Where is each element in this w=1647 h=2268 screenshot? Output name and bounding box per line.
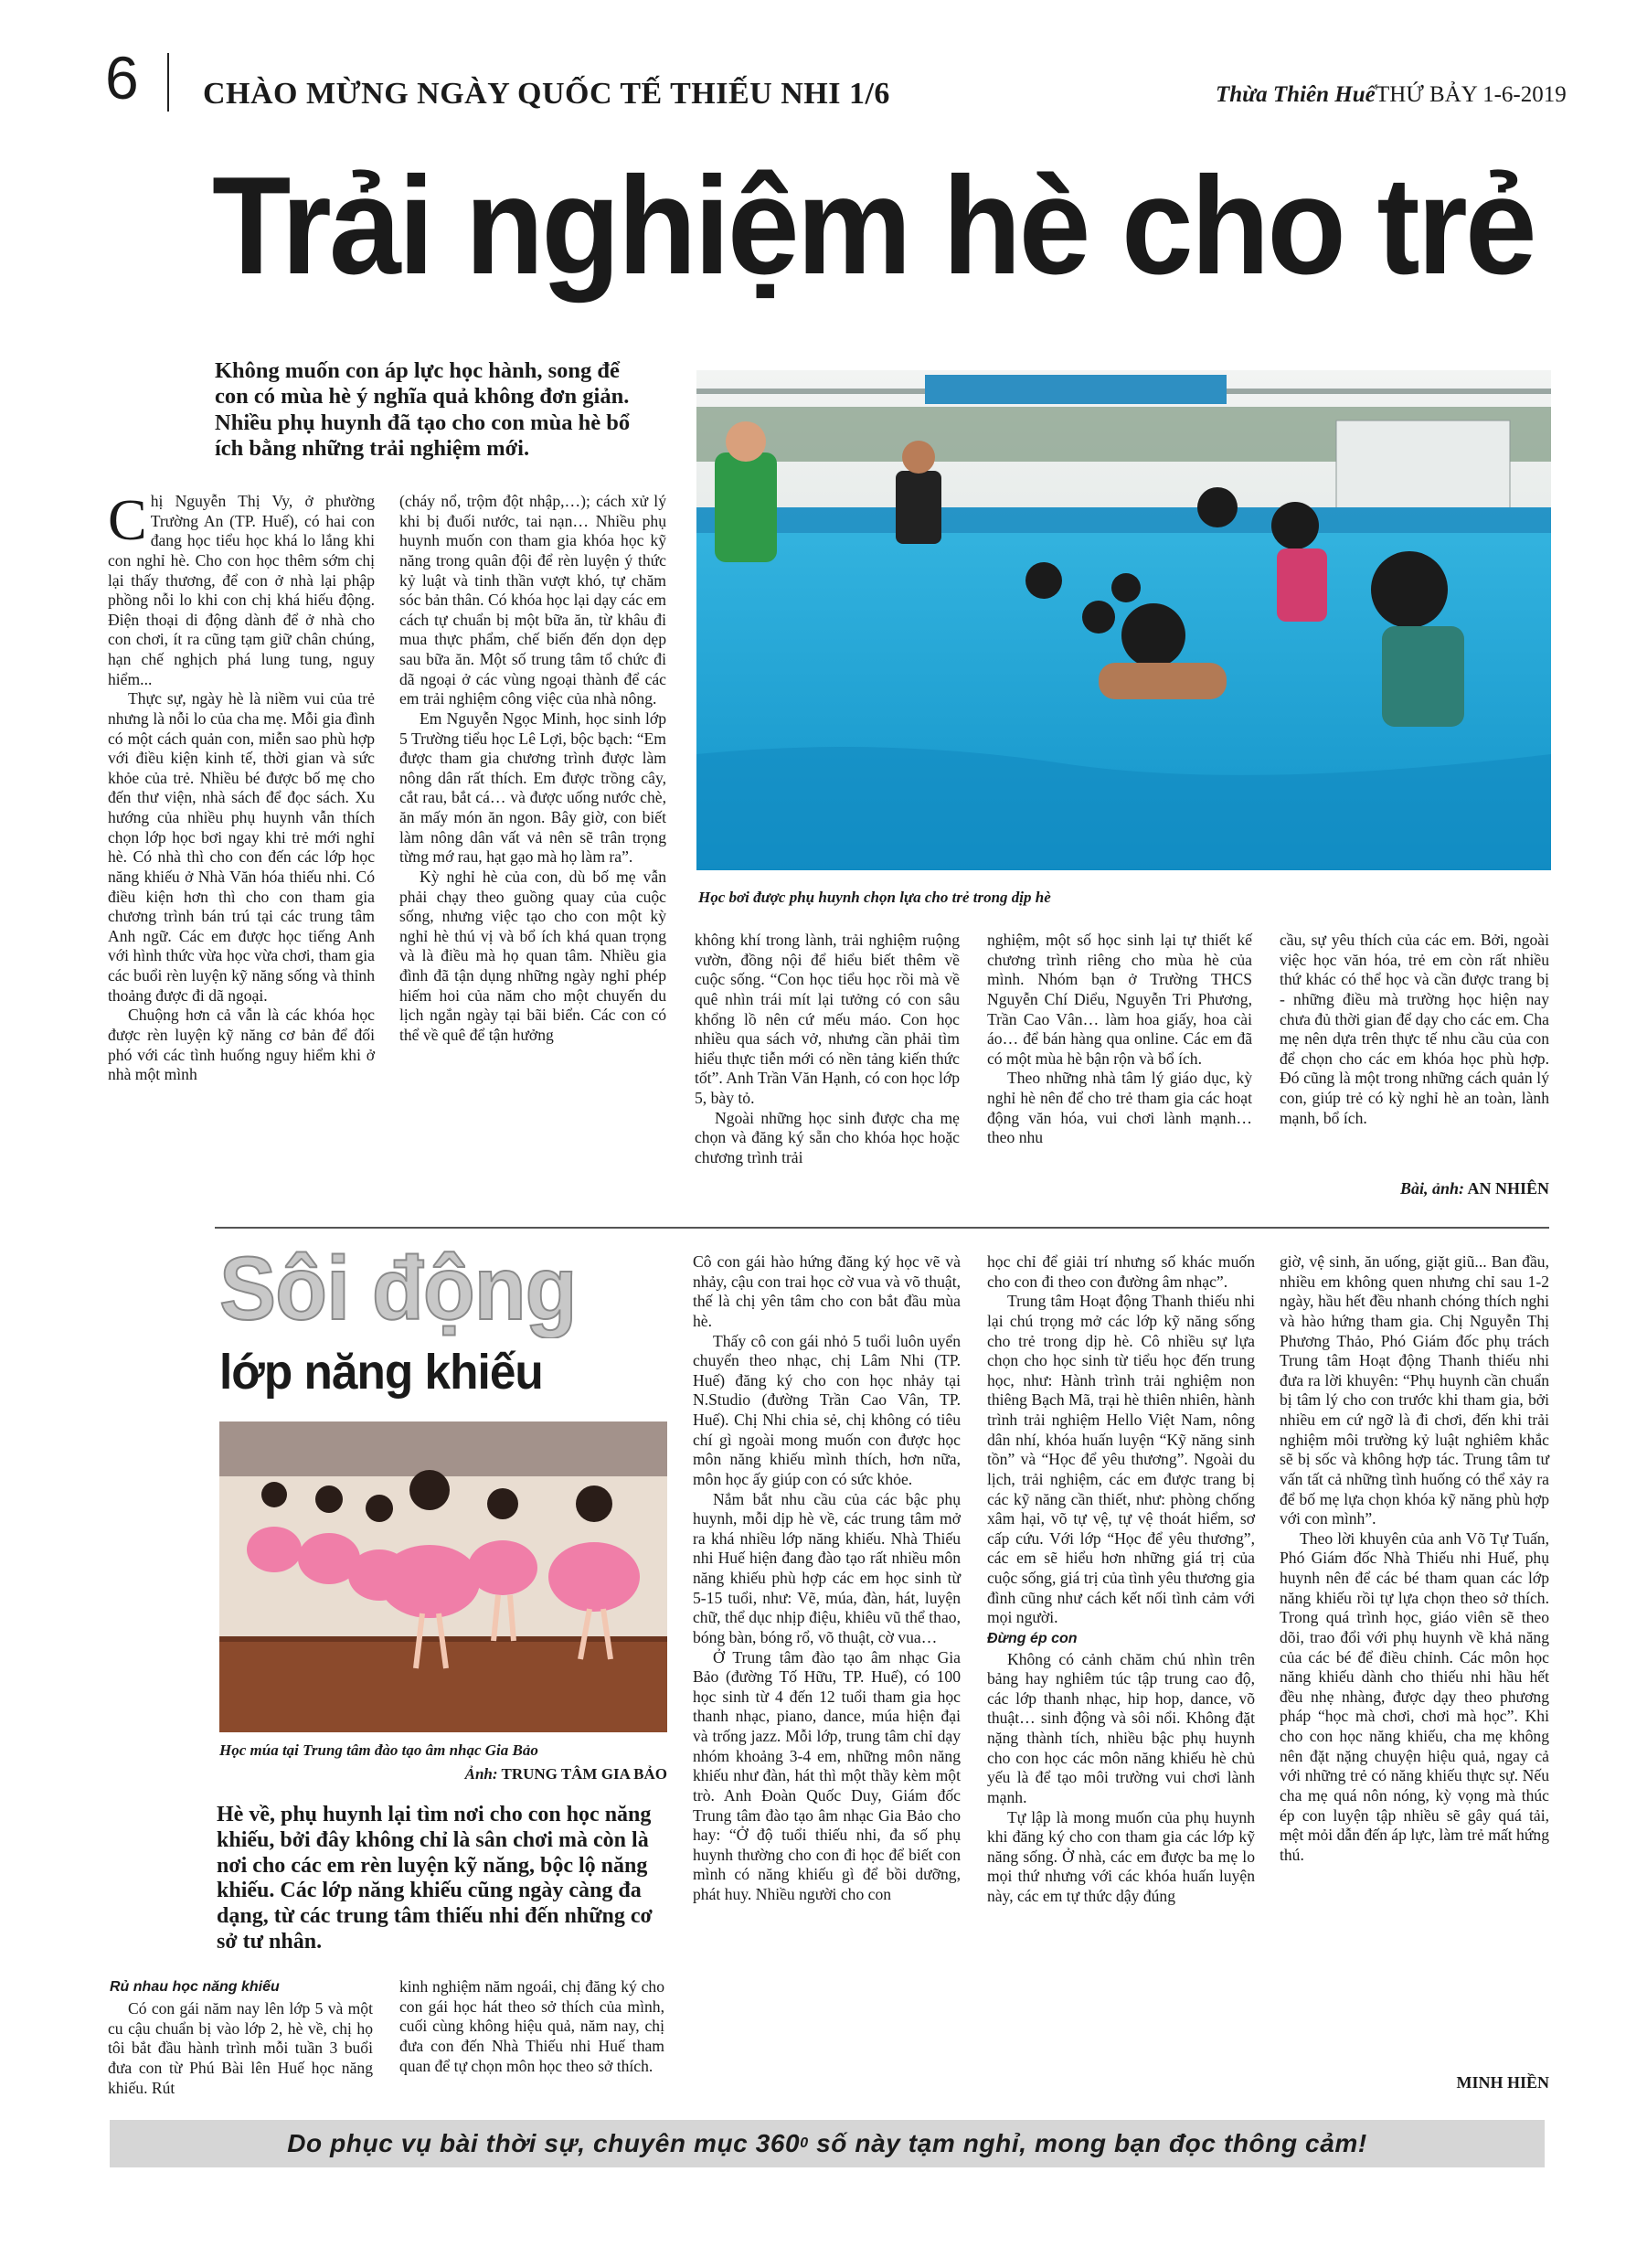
photo-credit-label: Ảnh: (464, 1765, 498, 1783)
article2-byline: MINH HIỀN (1456, 2073, 1549, 2092)
notice-banner (110, 2120, 1545, 2167)
dance-class-photo (219, 1421, 667, 1732)
article1-col3-p1: không khí trong lành, trải nghiệm ruộng vườn, đồng nội để hiểu biết thêm về cuộc sống. “Con học tiểu học rồi mà về quê nhìn trái mít lại tưởng có con sâu khổng lồ nên cứ mếu máo. Con học nhiều qua sách vở, nhưng cần phải tìm hiểu thực tiễn mới có nền tảng kiến thức tốt”. Anh Trần Văn Hạnh, có con học lớp 5, bày tỏ. (695, 931, 960, 1107)
article1-col1-p1: hị Nguyễn Thị Vy, ở phường Trường An (TP. Huế), có hai con đang học tiểu học khá lo lắng khi con nghỉ hè. Cho con học thêm sớm chị lại thấy thương, để con ở nhà lại phập phồng nỗi lo khi con chị khá hiếu động. Điện thoại di động dành để ở nhà cho con chơi, ít ra cũng tạm giữ chân chúng, hạn chế nghịch phá lung tung, nguy hiểm... (108, 492, 375, 688)
article2-colC-p4: Ở Trung tâm đào tạo âm nhạc Gia Bảo (đường Tố Hữu, TP. Huế), có 100 học sinh từ 4 đến 12 tuổi tham gia học thanh nhạc, piano, dance, múa hiện đại và trống jazz. Mỗi lớp, trung tâm chỉ dạy nhóm khoảng 3-4 em, những môn năng khiếu như đàn, hát thì một thầy kèm một trò. Anh Đoàn Quốc Duy, Giám đốc Trung tâm đào tạo âm nhạc Gia Bảo cho hay: “Ở độ tuổi thiếu nhi, đa số phụ huynh thường cho con đi học để biết con mình có năng khiếu gì để bồi dưỡng, phát huy. Nhiều người cho con (693, 1647, 961, 1903)
article1-col4-p1: nghiệm, một số học sinh lại tự thiết kế chương trình riêng cho mùa hè của mình. Nhóm bạn ở Trường THCS Nguyễn Chí Diểu, Nguyễn Tri Phương, Trần Cao Vân… làm hoa giấy, hoa cài áo… để bán hàng qua online. Các em đã có một mùa hè bận rộn và bổ ích. (987, 931, 1252, 1068)
byline-label: Bài, ảnh: (1399, 1179, 1464, 1198)
article1-col4-p2: Theo những nhà tâm lý giáo dục, kỳ nghỉ hè nên để cho trẻ tham gia các hoạt động văn hóa, vui chơi lành mạnh… theo nhu (987, 1069, 1252, 1147)
newspaper-name: Thừa Thiên Huế (1216, 82, 1376, 107)
banner-text-end: số này tạm nghỉ, mong bạn đọc thông cảm! (808, 2129, 1367, 2157)
article1-col2-p2: Em Nguyễn Ngọc Minh, học sinh lớp 5 Trường tiểu học Lê Lợi, bộc bạch: “Em được tham gia chương trình được làm nông dân rất thích. Em được trồng cây, cắt rau, bắt cá… và được uống nước chè, ăn mấy món ăn ngon. Bây giờ, con biết làm nông dân vất vả nên sẽ trân trọng từng mớ rau, hạt gạo mà họ làm ra”. (399, 708, 666, 867)
article2-column-e (1280, 1252, 1549, 1865)
drop-cap: C (108, 487, 147, 552)
article1-col1-p3: Chuộng hơn cả vẫn là các khóa học được rèn luyện kỹ năng cơ bản để đối phó với các tình huống nguy hiểm khi ở nhà một mình (108, 1006, 375, 1084)
article2-colC-p3: Nắm bắt nhu cầu của các bậc phụ huynh, mỗi dịp hè về, các trung tâm mở ra khá nhiều lớp năng khiếu. Nhà Thiếu nhi Huế hiện đang đào tạo rất nhiều môn năng khiếu phù hợp các em học sinh từ 5-15 tuổi, như: Vẽ, múa, đàn, hát, luyện chữ, thể dục nhịp điệu, khiêu vũ thể thao, bóng bàn, bóng rổ, võ thuật, cờ vua… (693, 1489, 961, 1646)
article1-lead: Không muốn con áp lực học hành, song để con có mùa hè ý nghĩa quả không đơn giản. Nhiều phụ huynh đã tạo cho con mùa hè bổ ích bằng những trải nghiệm mới. (215, 358, 631, 462)
article1-column-3 (695, 931, 960, 1168)
article1-col2-p3: Kỳ nghỉ hè của con, dù bố mẹ vẫn phải chạy theo guồng quay của cuộc sống, nhưng việc tạo cho con một kỳ nghỉ hè thú vị và bổ ích khá quan trọng và là điều mà họ quan tâm. Nhiều gia đình đã tận dụng những ngày nghỉ phép hiếm hoi của năm cho một chuyến du lịch ngắn ngày tại bãi biển. Các con có thể về quê để tận hưởng (399, 867, 666, 1044)
article1-headline: Trải nghiệm hè cho trẻ (212, 148, 1535, 303)
article2-colE-p2: Theo lời khuyên của anh Võ Tự Tuấn, Phó Giám đốc Nhà Thiếu nhi Huế, phụ huynh nên để các bé tham quan các lớp năng khiếu rồi tự lựa chọn theo sở thích. Trong quá trình học, giáo viên sẽ theo dõi, trao đổi với phụ huynh về khả năng của các bé để điều chỉnh. Các môn học năng khiếu dành cho thiếu nhi hầu hết đều nhẹ nhàng, được dạy theo phương pháp “học mà chơi, chơi mà học”. Khi cho con học năng khiếu, cha mẹ không nên đặt nặng chuyện hiệu quả, ngay cả với những trẻ có năng khiếu thực sự. Nếu cha mẹ quá nôn nóng, kỳ vọng mà thúc ép con luyện tập nhiều sẽ gây quá tải, mệt mỏi dẫn đến áp lực, làm trẻ mất hứng thú. (1280, 1528, 1549, 1864)
banner-text-start: Do phục vụ bài thời sự, chuyên mục 360 (287, 2129, 801, 2157)
article2-colD-p1: học chỉ để giải trí nhưng số khác muốn cho con đi theo con đường âm nhạc”. (987, 1252, 1255, 1291)
article2-column-a (108, 1999, 373, 2098)
article2-column-d (987, 1252, 1255, 1907)
dance-photo-caption: Học múa tại Trung tâm đào tạo âm nhạc Gia Bảo (219, 1741, 538, 1759)
article1-column-1 (108, 487, 375, 1085)
article1-col2-p1: (cháy nổ, trộm đột nhập,…); cách xử lý khi bị đuối nước, tai nạn… Nhiều phụ huynh muốn con tham gia khóa học kỹ năng trong quân đội để rèn luyện ý thức kỷ luật và tinh thần vượt khó, tự chăm sóc bản thân. Có khóa học lại dạy các em cách tự chuẩn bị một bữa ăn, từ khâu đi mua thực phẩm, chế biến đến dọn dẹp sau bữa ăn. Một số trung tâm tổ chức đi dã ngoại ở các vùng ngoại thành để các em trải nghiệm công việc của nhà nông. (399, 492, 666, 708)
article2-colD-p4: Tự lập là mong muốn của phụ huynh khi đăng ký cho con tham gia các lớp kỹ năng sống. Ở nhà, các em được ba mẹ lo mọi thứ nhưng với các khóa huấn luyện này, các em tự thức dậy đúng (987, 1807, 1255, 1906)
photo-credit-name: TRUNG TÂM GIA BẢO (501, 1765, 667, 1783)
header-divider (167, 53, 169, 112)
article1-col1-p2: Thực sự, ngày hè là niềm vui của trẻ nhưng là nỗi lo của cha mẹ. Mỗi gia đình có một cách quản con, miễn sao phù hợp với điều kiện kinh tế, thời gian và sức khỏe của trẻ. Nhiều bé được bố mẹ cho đến thư viện, nhà sách để đọc sách. Xu hướng của nhiều phụ huynh vẫn thích chọn lớp học bơi ngay khi trẻ mới nghỉ hè. Có nhà thì cho con đến các lớp học năng khiếu ở Nhà Văn hóa thiếu nhi. Có điều kiện hơn thì cho con tham gia chương trình bán trú tại các trung tâm Anh ngữ. Các em được học tiếng Anh với hình thức vừa học vừa chơi, tham gia các buổi rèn luyện kỹ năng sống và thỉnh thoảng được đi dã ngoại. (108, 689, 375, 1005)
article1-byline (1280, 1179, 1549, 1198)
article2-lead: Hè về, phụ huynh lại tìm nơi cho con học năng khiếu, bởi đây không chỉ là sân chơi mà còn là nơi cho các em rèn luyện kỹ năng, bộc lộ năng khiếu. Các lớp năng khiếu cũng ngày càng đa dạng, từ các trung tâm thiếu nhi đến những cơ sở tư nhân. (217, 1803, 653, 1954)
article2-colD-p3: Không có cảnh chăm chú nhìn trên bảng hay nghiêm túc tập trung cao độ, các lớp thanh nhạc, hip hop, dance, võ thuật… sinh động và sôi nổi. Không đặt nặng thành tích, nhiều bậc phụ huynh cho con học các môn năng khiếu hè chủ yếu là để tạo môi trường vui chơi lành mạnh. (987, 1649, 1255, 1806)
article2-colC-p1: Cô con gái hào hứng đăng ký học vẽ và nhảy, cậu con trai học cờ vua và võ thuật, thế là chị yên tâm cho con bắt đầu mùa hè. (693, 1252, 961, 1330)
article1-column-2 (399, 492, 666, 1046)
section-title: CHÀO MỪNG NGÀY QUỐC TẾ THIẾU NHI 1/6 (203, 77, 890, 111)
issue-date: THỨ BẢY 1-6-2019 (1376, 82, 1567, 107)
article2-headline-line2: lớp năng khiếu (219, 1345, 543, 1400)
article1-column-5 (1280, 931, 1549, 1128)
article2-colD-p2: Trung tâm Hoạt động Thanh thiếu nhi lại chú trọng mở các lớp kỹ năng sống cho trẻ trong dịp hè. Cô nhiều sự lựa chọn cho học sinh từ tiểu học đến trung học, như: Hành trình trải nghiệm non thiêng Bạch Mã, trại hè thiên nhiên, hành trình trải nghiệm Hello Việt Nam, nông dân nhí, khóa huấn luyện “Kỹ năng sinh tồn” và “Học để yêu thương”. Ngoài du lịch, trải nghiệm, các em được trang bị các kỹ năng cần thiết, như: phòng chống xâm hại, võ tự vệ, tự vệ thoát hiểm, sơ cấp cứu. Với lớp “Học để yêu thương”, các em sẽ hiểu hơn những giá trị của cuộc sống, giá trị của tình yêu thương gia đình cũng như cách kết nối tình cảm với mọi người. (987, 1292, 1255, 1627)
dance-photo-credit (219, 1765, 667, 1784)
article2-subhead-2: Đừng ép con (987, 1630, 1078, 1646)
swimming-photo (696, 370, 1551, 870)
article2-headline-line1: Sôi động (219, 1238, 577, 1338)
article1-col3-p2: Ngoài những học sinh được cha mẹ chọn và đăng ký sẵn cho khóa học hoặc chương trình trải (695, 1108, 960, 1166)
banner-superscript: 0 (800, 2135, 809, 2151)
article2-colB-p1: kinh nghiệm năm ngoái, chị đăng ký cho con gái học hát theo sở thích của mình, cuối cùng không hiệu quả, năm nay, chị đưa con đến Nhà Thiếu nhi Huế tham quan để tự chọn môn học theo sở thích. (399, 1977, 664, 2075)
article2-colC-p2: Thấy cô con gái nhỏ 5 tuổi luôn uyển chuyển theo nhạc, chị Lâm Nhi (TP. Huế) đăng ký cho con học nhảy tại N.Studio (đường Trần Cao Vân, TP. Huế). Chị Nhi chia sẻ, chị không có tiêu chí gì ngoài mong muốn con được học môn năng khiếu mình thích, hơn nữa, môn học ấy giúp con có sức khỏe. (693, 1331, 961, 1488)
article2-colE-p1: giờ, vệ sinh, ăn uống, giặt giũ... Ban đầu, nhiều em không quen nhưng chỉ sau 1-2 ngày, hầu hết đều nhanh chóng thích nghi và hào hứng tham gia. Chị Nguyễn Thị Phương Thảo, Phó Giám đốc phụ trách Trung tâm Hoạt động Thanh thiếu nhi đưa ra lời khuyên: “Phụ huynh cần chuẩn bị tâm lý cho con trước khi tham gia, bởi nhiều em cứ ngỡ là đi chơi, đến khi trải nghiệm môi trường kỷ luật nghiêm khắc sẽ bị sốc và không hợp tác. Trung tâm tư vấn tất cả những tình huống có thể xảy ra để bố mẹ lựa chọn khóa kỹ năng phù hợp với con mình”. (1280, 1252, 1549, 1528)
section-divider (215, 1227, 1549, 1229)
article1-column-4 (987, 931, 1252, 1148)
article2-subhead-1: Rủ nhau học năng khiếu (110, 1979, 280, 1995)
article2-column-c (693, 1252, 961, 1905)
swimming-photo-caption: Học bơi được phụ huynh chọn lựa cho trẻ trong dịp hè (698, 889, 1051, 906)
article2-colA-p1: Có con gái năm nay lên lớp 5 và một cu cậu chuẩn bị vào lớp 2, hè về, chị họ tôi bắt đầu hành trình mỗi tuần 3 buổi đưa con từ Phú Bài lên Huế học năng khiếu. Rút (108, 1999, 373, 2097)
article1-col5-p1: cầu, sự yêu thích của các em. Bởi, ngoài việc học văn hóa, trẻ em còn rất nhiều thứ khác có thể học và cần được trang bị - những điều mà trường học hiện nay chưa đủ thời gian để dạy cho các em. Cha mẹ nên dựa trên thực tế nhu cầu của con để chọn cho các em khóa học phù hợp. Đó cũng là một trong những cách quản lý con, giúp trẻ có kỳ nghỉ hè an toàn, lành mạnh, bổ ích. (1280, 931, 1549, 1127)
page-number: 6 (105, 44, 139, 112)
article2-column-b (399, 1977, 664, 2076)
byline-name: AN NHIÊN (1467, 1179, 1549, 1198)
